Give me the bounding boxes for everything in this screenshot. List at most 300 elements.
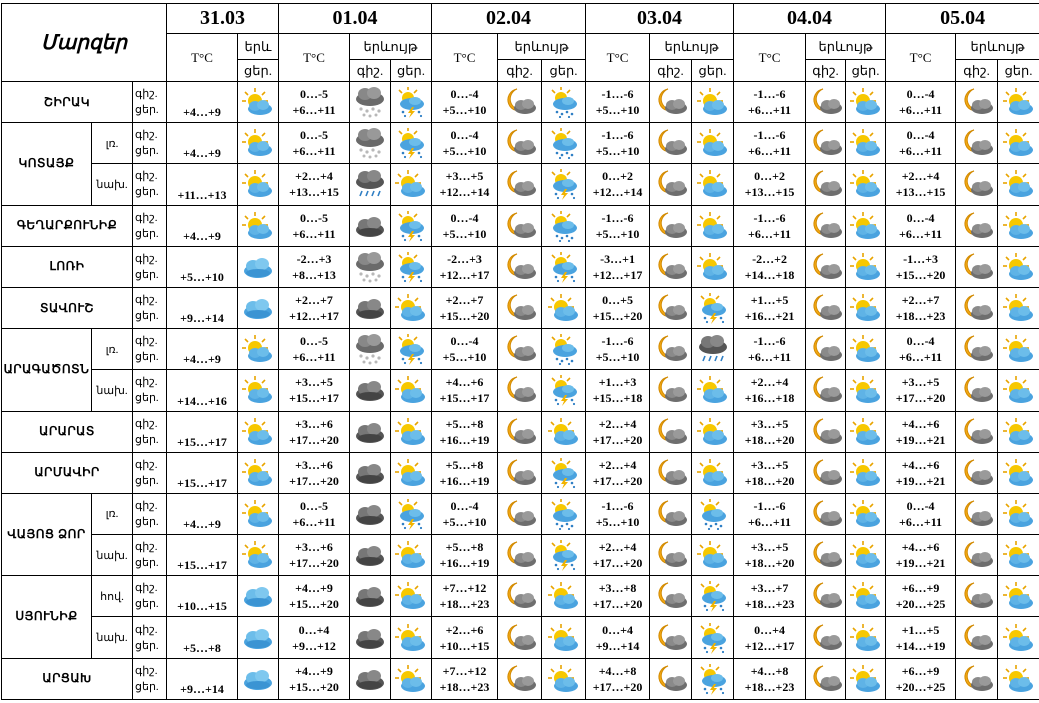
night-day-label (133, 370, 167, 411)
night-icon-cell (498, 246, 542, 287)
night-temp: 0…-4 (906, 87, 935, 102)
moon-cloud-icon (956, 128, 997, 158)
day-temp: +9…+14 (595, 638, 640, 653)
region-row (2, 82, 1039, 123)
day-icon-cell (846, 82, 886, 123)
night-temp: +5…+8 (445, 457, 484, 472)
day-icon-cell (542, 535, 586, 576)
day-icon-cell (846, 329, 886, 370)
dark-cloud-icon (350, 213, 390, 239)
temp-range: +11…+13 (167, 164, 238, 205)
region-name: ԳԵՂԱՐՔՈՒՆԻՔ (2, 205, 133, 246)
day-temp: +16…+19 (439, 473, 490, 488)
moon-cloud-icon (650, 458, 691, 488)
night-icon-cell (350, 164, 391, 205)
sun-cloud-icon (238, 87, 278, 117)
moon-cloud-icon (498, 252, 541, 282)
night-icon-cell (498, 123, 542, 164)
regions-header: Մարզեր (2, 4, 167, 82)
day-icon-cell (692, 576, 734, 617)
night-day-label (133, 205, 167, 246)
day-icon-cell (391, 287, 432, 328)
night-temp: +6…+9 (901, 663, 940, 678)
day-temp: +15…+20 (439, 309, 490, 324)
weather-icon-cell (238, 370, 279, 411)
temp-range-cell (734, 411, 806, 452)
night-icon-cell (650, 658, 692, 699)
sun-cloud-icon (238, 499, 278, 529)
temp-range-cell (886, 329, 956, 370)
day-icon-cell (692, 329, 734, 370)
region-name: ՍՅՈՒՆԻՔ (2, 576, 92, 658)
moon-cloud-icon (650, 293, 691, 323)
region-row (2, 411, 1039, 452)
weather-icon-cell (238, 658, 279, 699)
sun-cloud-icon (846, 664, 885, 694)
moon-cloud-icon (650, 623, 691, 653)
sun-cloud-icon (846, 499, 885, 529)
day-icon-cell (391, 535, 432, 576)
night-icon-cell (650, 82, 692, 123)
night-temp: 0…-4 (450, 334, 479, 349)
night-icon-cell (650, 164, 692, 205)
temp-range-cell (734, 535, 806, 576)
dark-cloud-icon (350, 583, 390, 609)
night-icon-cell (956, 576, 998, 617)
day-temp: +14…+19 (895, 638, 946, 653)
night-temp: +3…+7 (750, 581, 789, 596)
night-temp: +4…+9 (295, 663, 333, 678)
temp-range-cell (279, 246, 350, 287)
day-icon-cell (846, 164, 886, 205)
night-temp: +3…+5 (295, 375, 333, 390)
dark-cloud-rain-icon (692, 333, 733, 365)
day-temp: +20…+25 (895, 679, 946, 694)
temp-range-cell (734, 493, 806, 534)
temp-range-cell (586, 535, 650, 576)
sun-cloud-icon (998, 293, 1039, 323)
region-row (2, 576, 1039, 617)
region-name: ԼՈՌԻ (2, 246, 133, 287)
day-temp: +5…+10 (595, 226, 640, 241)
moon-cloud-icon (956, 252, 997, 282)
night-icon-cell (650, 205, 692, 246)
night-icon-cell (498, 576, 542, 617)
day-icon-cell (391, 411, 432, 452)
sun-cloud-icon (998, 540, 1039, 570)
night-temp: 0…+2 (754, 169, 785, 184)
temp-col-header: T°C (734, 34, 806, 82)
night-label: գիշ. (135, 664, 158, 677)
sun-cloud-icon (846, 540, 885, 570)
sun-cloud-icon (238, 128, 278, 158)
night-icon-cell (806, 370, 846, 411)
night-day-label (133, 329, 167, 370)
night-label: գիշ. (135, 88, 158, 101)
temp-range-cell (586, 246, 650, 287)
night-icon-cell (806, 123, 846, 164)
night-label: գիշ. (135, 458, 158, 471)
temp-range-cell (432, 246, 498, 287)
night-temp: -2…+2 (752, 251, 787, 266)
moon-cloud-icon (956, 499, 997, 529)
sun-cloud-icon (998, 169, 1039, 199)
night-temp: +4…+6 (901, 540, 940, 555)
phenom-col-header: երևույթ (350, 34, 432, 60)
night-subheader: գիշ. (650, 60, 692, 82)
temp-range-cell (886, 617, 956, 658)
night-icon-cell (350, 287, 391, 328)
weather-icon-cell (238, 205, 279, 246)
temp-col-header: T°C (167, 34, 238, 82)
day-temp: +13…+15 (744, 185, 795, 200)
moon-cloud-icon (650, 128, 691, 158)
sun-cloud-icon (391, 623, 431, 653)
weather-icon-cell (238, 411, 279, 452)
day-icon-cell (998, 658, 1039, 699)
night-temp: +1…+5 (750, 293, 789, 308)
sun-cloud-icon (998, 211, 1039, 241)
region-row (2, 205, 1039, 246)
temp-range-cell (886, 123, 956, 164)
day-icon-cell (542, 205, 586, 246)
temp-range-cell (586, 164, 650, 205)
day-icon-cell (692, 617, 734, 658)
zone-label: լռ. (92, 123, 133, 164)
sun-cloud-icon (692, 540, 733, 570)
night-icon-cell (956, 617, 998, 658)
night-icon-cell (498, 493, 542, 534)
moon-cloud-icon (806, 252, 845, 282)
day-icon-cell (998, 535, 1039, 576)
sun-cloud-icon (846, 581, 885, 611)
night-subheader: գիշ. (350, 60, 391, 82)
day-temp: +19…+21 (895, 432, 946, 447)
night-icon-cell (650, 411, 692, 452)
day-temp: +6…+11 (748, 350, 792, 365)
night-temp: +2…+4 (598, 457, 637, 472)
night-icon-cell (350, 370, 391, 411)
night-label: գիշ. (135, 623, 158, 636)
sun-cloud-icon (542, 664, 585, 694)
sun-cloud-icon (846, 334, 885, 364)
moon-cloud-icon (806, 375, 845, 405)
phenom-col-header: երևույթ (650, 34, 734, 60)
temp-range-cell (279, 576, 350, 617)
temp-range: +5…+8 (167, 617, 238, 658)
night-icon-cell (956, 246, 998, 287)
temp-range-cell (734, 246, 806, 287)
sun-cloud-icon (692, 128, 733, 158)
temp-range-cell (734, 370, 806, 411)
day-temp: +5…+10 (595, 350, 640, 365)
temp-range-cell (279, 535, 350, 576)
temp-col-header: T°C (432, 34, 498, 82)
night-temp: -1…-6 (601, 334, 634, 349)
region-row (2, 617, 1039, 658)
temp-range-cell (586, 493, 650, 534)
night-temp: 0…+4 (298, 622, 330, 637)
temp-range-cell (734, 329, 806, 370)
night-label: գիշ. (135, 376, 158, 389)
sun-cloud-thunder-rain-icon (391, 210, 431, 242)
night-icon-cell (650, 246, 692, 287)
temp-range-cell (734, 82, 806, 123)
sun-cloud-icon (238, 540, 278, 570)
moon-cloud-icon (498, 540, 541, 570)
sun-cloud-thunder-rain-icon (542, 457, 585, 489)
temp-range: +10…+15 (167, 576, 238, 617)
region-row (2, 493, 1039, 534)
night-temp: -1…-6 (753, 210, 786, 225)
phenom-col-header: երևույթ (806, 34, 886, 60)
day-temp: +18…+23 (439, 597, 490, 612)
day-temp: +6…+11 (899, 226, 943, 241)
weather-icon-cell (238, 452, 279, 493)
day-icon-cell (846, 123, 886, 164)
night-temp: +4…+9 (295, 581, 333, 596)
moon-cloud-icon (956, 581, 997, 611)
day-icon-cell (998, 82, 1039, 123)
region-row (2, 329, 1039, 370)
day-temp: +6…+11 (292, 144, 336, 159)
day-temp: +12…+14 (439, 185, 490, 200)
night-icon-cell (806, 246, 846, 287)
zone-label: նախ. (92, 370, 133, 411)
dark-cloud-icon (350, 625, 390, 651)
day-temp: +5…+10 (442, 144, 487, 159)
day-icon-cell (998, 576, 1039, 617)
night-temp: +2…+4 (598, 416, 637, 431)
sun-cloud-icon (998, 664, 1039, 694)
sun-cloud-icon (998, 87, 1039, 117)
night-day-label (133, 123, 167, 164)
night-label: գիշ. (135, 252, 158, 265)
day-icon-cell (998, 493, 1039, 534)
day-temp: +17…+20 (289, 556, 339, 571)
region-name: ԱՐԱԳԱԾՈՏՆ (2, 329, 92, 411)
day-temp: +17…+20 (289, 432, 339, 447)
night-temp: +2…+4 (598, 540, 637, 555)
temp-range: +9…+14 (167, 287, 238, 328)
temp-range: +4…+9 (167, 329, 238, 370)
sun-cloud-icon (998, 499, 1039, 529)
phenom-col-header: երևույթ (498, 34, 586, 60)
night-temp: -2…+3 (447, 251, 482, 266)
temp-range-cell (886, 576, 956, 617)
night-temp: +3…+6 (295, 457, 333, 472)
temp-range: +15…+17 (167, 535, 238, 576)
sun-cloud-icon (391, 581, 431, 611)
temp-range-cell (279, 493, 350, 534)
temp-range-cell (586, 82, 650, 123)
sun-cloud-icon (846, 375, 885, 405)
night-temp: 0…-5 (300, 210, 328, 225)
temp-range-cell (734, 205, 806, 246)
sun-cloud-thunder-rain-icon (391, 498, 431, 530)
night-icon-cell (350, 535, 391, 576)
cloud-icon (238, 625, 278, 651)
moon-cloud-icon (806, 334, 845, 364)
day-icon-cell (542, 246, 586, 287)
temp-range-cell (432, 205, 498, 246)
night-icon-cell (956, 370, 998, 411)
dark-cloud-icon (350, 419, 390, 445)
night-temp: +2…+7 (901, 293, 940, 308)
night-icon-cell (806, 164, 846, 205)
night-temp: 0…+5 (602, 293, 633, 308)
sun-cloud-icon (846, 293, 885, 323)
day-icon-cell (391, 452, 432, 493)
temp-range-cell (279, 411, 350, 452)
sun-cloud-icon (238, 375, 278, 405)
moon-cloud-icon (498, 293, 541, 323)
sun-cloud-icon (998, 128, 1039, 158)
day-label: ցեր. (135, 268, 159, 281)
day-icon-cell (692, 658, 734, 699)
day-temp: +6…+11 (292, 514, 336, 529)
temp-range-cell (586, 123, 650, 164)
temp-range-cell (886, 411, 956, 452)
day-temp: +6…+11 (748, 103, 792, 118)
night-icon-cell (956, 287, 998, 328)
moon-cloud-icon (498, 211, 541, 241)
region-row (2, 246, 1039, 287)
day-icon-cell (391, 164, 432, 205)
temp-range-cell (734, 617, 806, 658)
day-icon-cell (998, 370, 1039, 411)
weather-icon-cell (238, 576, 279, 617)
night-temp: -1…-6 (601, 87, 634, 102)
sun-cloud-thunder-rain-icon (542, 168, 585, 200)
region-name: ՎԱՅՈՑ ՁՈՐ (2, 493, 92, 575)
moon-cloud-icon (806, 128, 845, 158)
temp-range-cell (432, 493, 498, 534)
day-icon-cell (391, 82, 432, 123)
moon-cloud-icon (956, 334, 997, 364)
day-label: ցեր. (135, 598, 159, 611)
temp-range-cell (586, 658, 650, 699)
cloud-icon (238, 666, 278, 692)
day-icon-cell (542, 617, 586, 658)
day-label: ցեր. (135, 227, 159, 240)
day-subheader: ցեր. (542, 60, 586, 82)
night-label: գիշ. (135, 335, 158, 348)
moon-cloud-icon (498, 128, 541, 158)
phenom-col-header: երև (238, 34, 279, 60)
day-icon-cell (692, 452, 734, 493)
night-icon-cell (498, 617, 542, 658)
night-icon-cell (956, 164, 998, 205)
day-temp: +15…+20 (895, 267, 946, 282)
day-icon-cell (692, 493, 734, 534)
day-icon-cell (998, 246, 1039, 287)
night-icon-cell (650, 123, 692, 164)
moon-cloud-icon (956, 664, 997, 694)
night-label: գիշ. (135, 170, 158, 183)
temp-range-cell (279, 205, 350, 246)
sun-cloud-icon (846, 211, 885, 241)
day-icon-cell (998, 617, 1039, 658)
sun-cloud-thunder-rain-icon (692, 663, 733, 695)
night-temp: +3…+8 (598, 581, 637, 596)
day-icon-cell (542, 576, 586, 617)
day-icon-cell (846, 452, 886, 493)
day-temp: +17…+20 (592, 432, 643, 447)
temp-range-cell (279, 164, 350, 205)
temp-range: +4…+9 (167, 205, 238, 246)
night-temp: +3…+6 (295, 540, 333, 555)
sun-cloud-icon (846, 417, 885, 447)
night-icon-cell (956, 493, 998, 534)
day-icon-cell (542, 164, 586, 205)
day-subheader: ցեր. (692, 60, 734, 82)
night-temp: +3…+6 (295, 416, 333, 431)
day-temp: +18…+20 (744, 556, 795, 571)
night-icon-cell (806, 535, 846, 576)
sun-cloud-icon (391, 293, 431, 323)
day-temp: +15…+20 (289, 597, 339, 612)
night-temp: +4…+6 (445, 375, 484, 390)
day-temp: +6…+11 (899, 350, 943, 365)
day-temp: +6…+11 (748, 226, 792, 241)
night-icon-cell (806, 576, 846, 617)
date-header: 01.04 (279, 4, 432, 34)
night-temp: +4…+8 (598, 663, 637, 678)
night-icon-cell (350, 205, 391, 246)
night-temp: -1…-6 (601, 128, 634, 143)
weather-icon-cell (238, 82, 279, 123)
day-temp: +5…+10 (442, 514, 487, 529)
day-temp: +16…+19 (439, 556, 490, 571)
night-label: գիշ. (135, 211, 158, 224)
day-temp: +12…+14 (592, 185, 643, 200)
day-temp: +12…+17 (439, 267, 490, 282)
night-temp: 0…-5 (300, 334, 328, 349)
region-name: ՇԻՐԱԿ (2, 82, 133, 123)
moon-cloud-icon (806, 87, 845, 117)
sun-cloud-icon (692, 87, 733, 117)
night-icon-cell (806, 82, 846, 123)
day-temp: +5…+10 (442, 103, 487, 118)
day-icon-cell (998, 411, 1039, 452)
temp-range-cell (279, 658, 350, 699)
night-temp: +2…+7 (295, 293, 333, 308)
temp-range-cell (586, 287, 650, 328)
day-temp: +18…+20 (744, 473, 795, 488)
night-icon-cell (956, 452, 998, 493)
night-temp: -1…-6 (753, 498, 786, 513)
sun-cloud-thunder-rain-icon (542, 539, 585, 571)
day-temp: +18…+20 (744, 432, 795, 447)
sun-cloud-icon (391, 458, 431, 488)
day-icon-cell (998, 287, 1039, 328)
night-day-label (133, 617, 167, 658)
day-temp: +12…+17 (592, 267, 643, 282)
day-icon-cell (692, 411, 734, 452)
night-icon-cell (350, 658, 391, 699)
night-day-label (133, 576, 167, 617)
sun-cloud-icon (542, 623, 585, 653)
moon-cloud-icon (806, 458, 845, 488)
night-day-label (133, 82, 167, 123)
night-temp: -2…+3 (296, 251, 332, 266)
day-icon-cell (998, 205, 1039, 246)
day-icon-cell (391, 493, 432, 534)
temp-range-cell (734, 658, 806, 699)
night-subheader: գիշ. (956, 60, 998, 82)
temp-range-cell (886, 535, 956, 576)
